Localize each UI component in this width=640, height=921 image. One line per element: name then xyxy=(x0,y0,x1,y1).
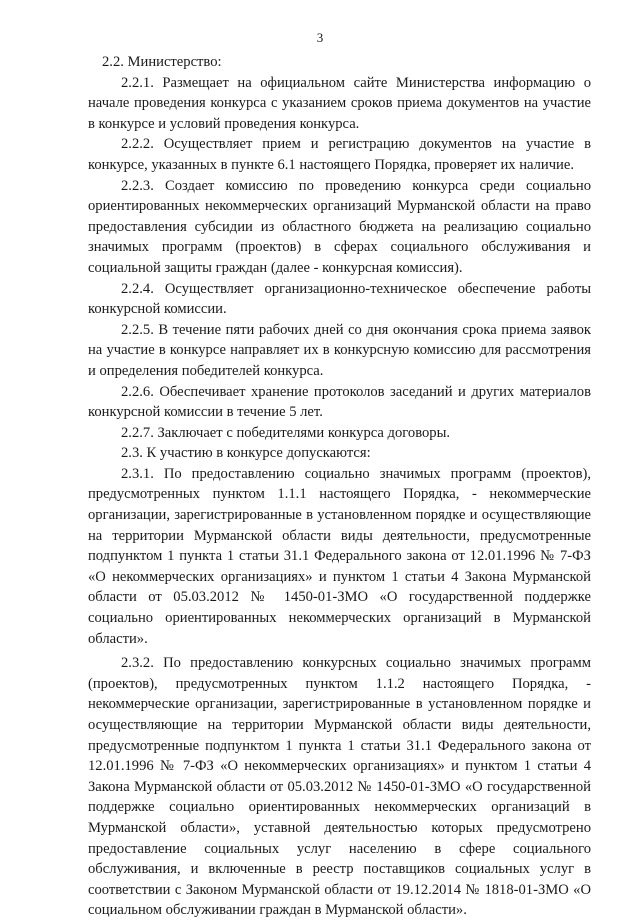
paragraph-2-3-2: 2.3.2. По предоставлению конкурсных социально значимых программ (проектов), предусмотренных пунктом 1.1.2 настоящего Порядка, - некоммерческие организации, зарегистрированные в установленном порядке и осуществляющие на территории Мурманской области виды деятельности, предусмотренные подпунктом 1 пункта 1 статьи 31.1 Федерального закона от 12.01.1996 № 7-ФЗ «О некоммерческих организациях» и пунктом 1 статьи 4 Закона Мурманской области от 05.03.2012 № 1450-01-ЗМО «О государственной поддержке социально ориентированных некоммерческих организаций в Мурманской области», уставной деятельностью которых предусмотрено предоставление социальных услуг населению в сфере социального обслуживания, и включенные в реестр поставщиков социальных услуг в соответствии с Законом Мурманской области от 19.12.2014 № 1818-01-ЗМО «О социальном обслуживании граждан в Мурманской области». xyxy=(88,655,591,919)
paragraph-2-2-7: 2.2.7. Заключает с победителями конкурса договоры. xyxy=(121,424,451,441)
paragraph-2-2-1: 2.2.1. Размещает на официальном сайте Министерства информацию о начале проведения конкурса с указанием сроков приема документов на участие в конкурсе и условий проведения конкурса. xyxy=(88,74,591,132)
paragraph-2-3-1: 2.3.1. По предоставлению социально значимых программ (проектов), предусмотренных пунктом 1.1.1 настоящего Порядка, - некоммерческие организации, зарегистрированные в установленном порядке и осуществляющие на территории Мурманской области виды деятельности, предусмотренные подпунктом 1 пункта 1 статьи 31.1 Федерального закона от 12.01.1996 № 7-ФЗ «О некоммерческих организациях» и пунктом 1 статьи 4 Закона Мурманской области от 05.03.2012 № 1450-01-ЗМО «О государственной поддержке социально ориентированных некоммерческих организаций в Мурманской области». xyxy=(88,465,591,647)
section-2-2-heading: 2.2. Министерство: xyxy=(102,54,222,70)
paragraph-2-2-4: 2.2.4. Осуществляет организационно-техническое обеспечение работы конкурсной комиссии. xyxy=(88,280,591,318)
page-number: 3 xyxy=(316,30,324,45)
paragraph-2-2-3: 2.2.3. Создает комиссию по проведению конкурса среди социально ориентированных некоммерческих организаций Мурманской области на право предоставления субсидии из областного бюджета на реализацию социально значимых программ (проектов) в сферах социального обслуживания и социальной защиты граждан (далее - конкурсная комиссия). xyxy=(88,177,591,276)
paragraph-2-2-5: 2.2.5. В течение пяти рабочих дней со дня окончания срока приема заявок на участие в конкурсе направляет их в конкурсную комиссию для рассмотрения и определения победителей конкурса. xyxy=(88,321,591,379)
paragraph-2-2-6: 2.2.6. Обеспечивает хранение протоколов заседаний и других материалов конкурсной комиссии в течение 5 лет. xyxy=(88,383,591,421)
section-2-3-heading: 2.3. К участию в конкурсе допускаются: xyxy=(121,445,371,462)
paragraph-2-2-2: 2.2.2. Осуществляет прием и регистрацию документов на участие в конкурсе, указанных в пункте 6.1 настоящего Порядка, проверяет их наличие. xyxy=(88,136,591,173)
document-body xyxy=(88,52,591,921)
